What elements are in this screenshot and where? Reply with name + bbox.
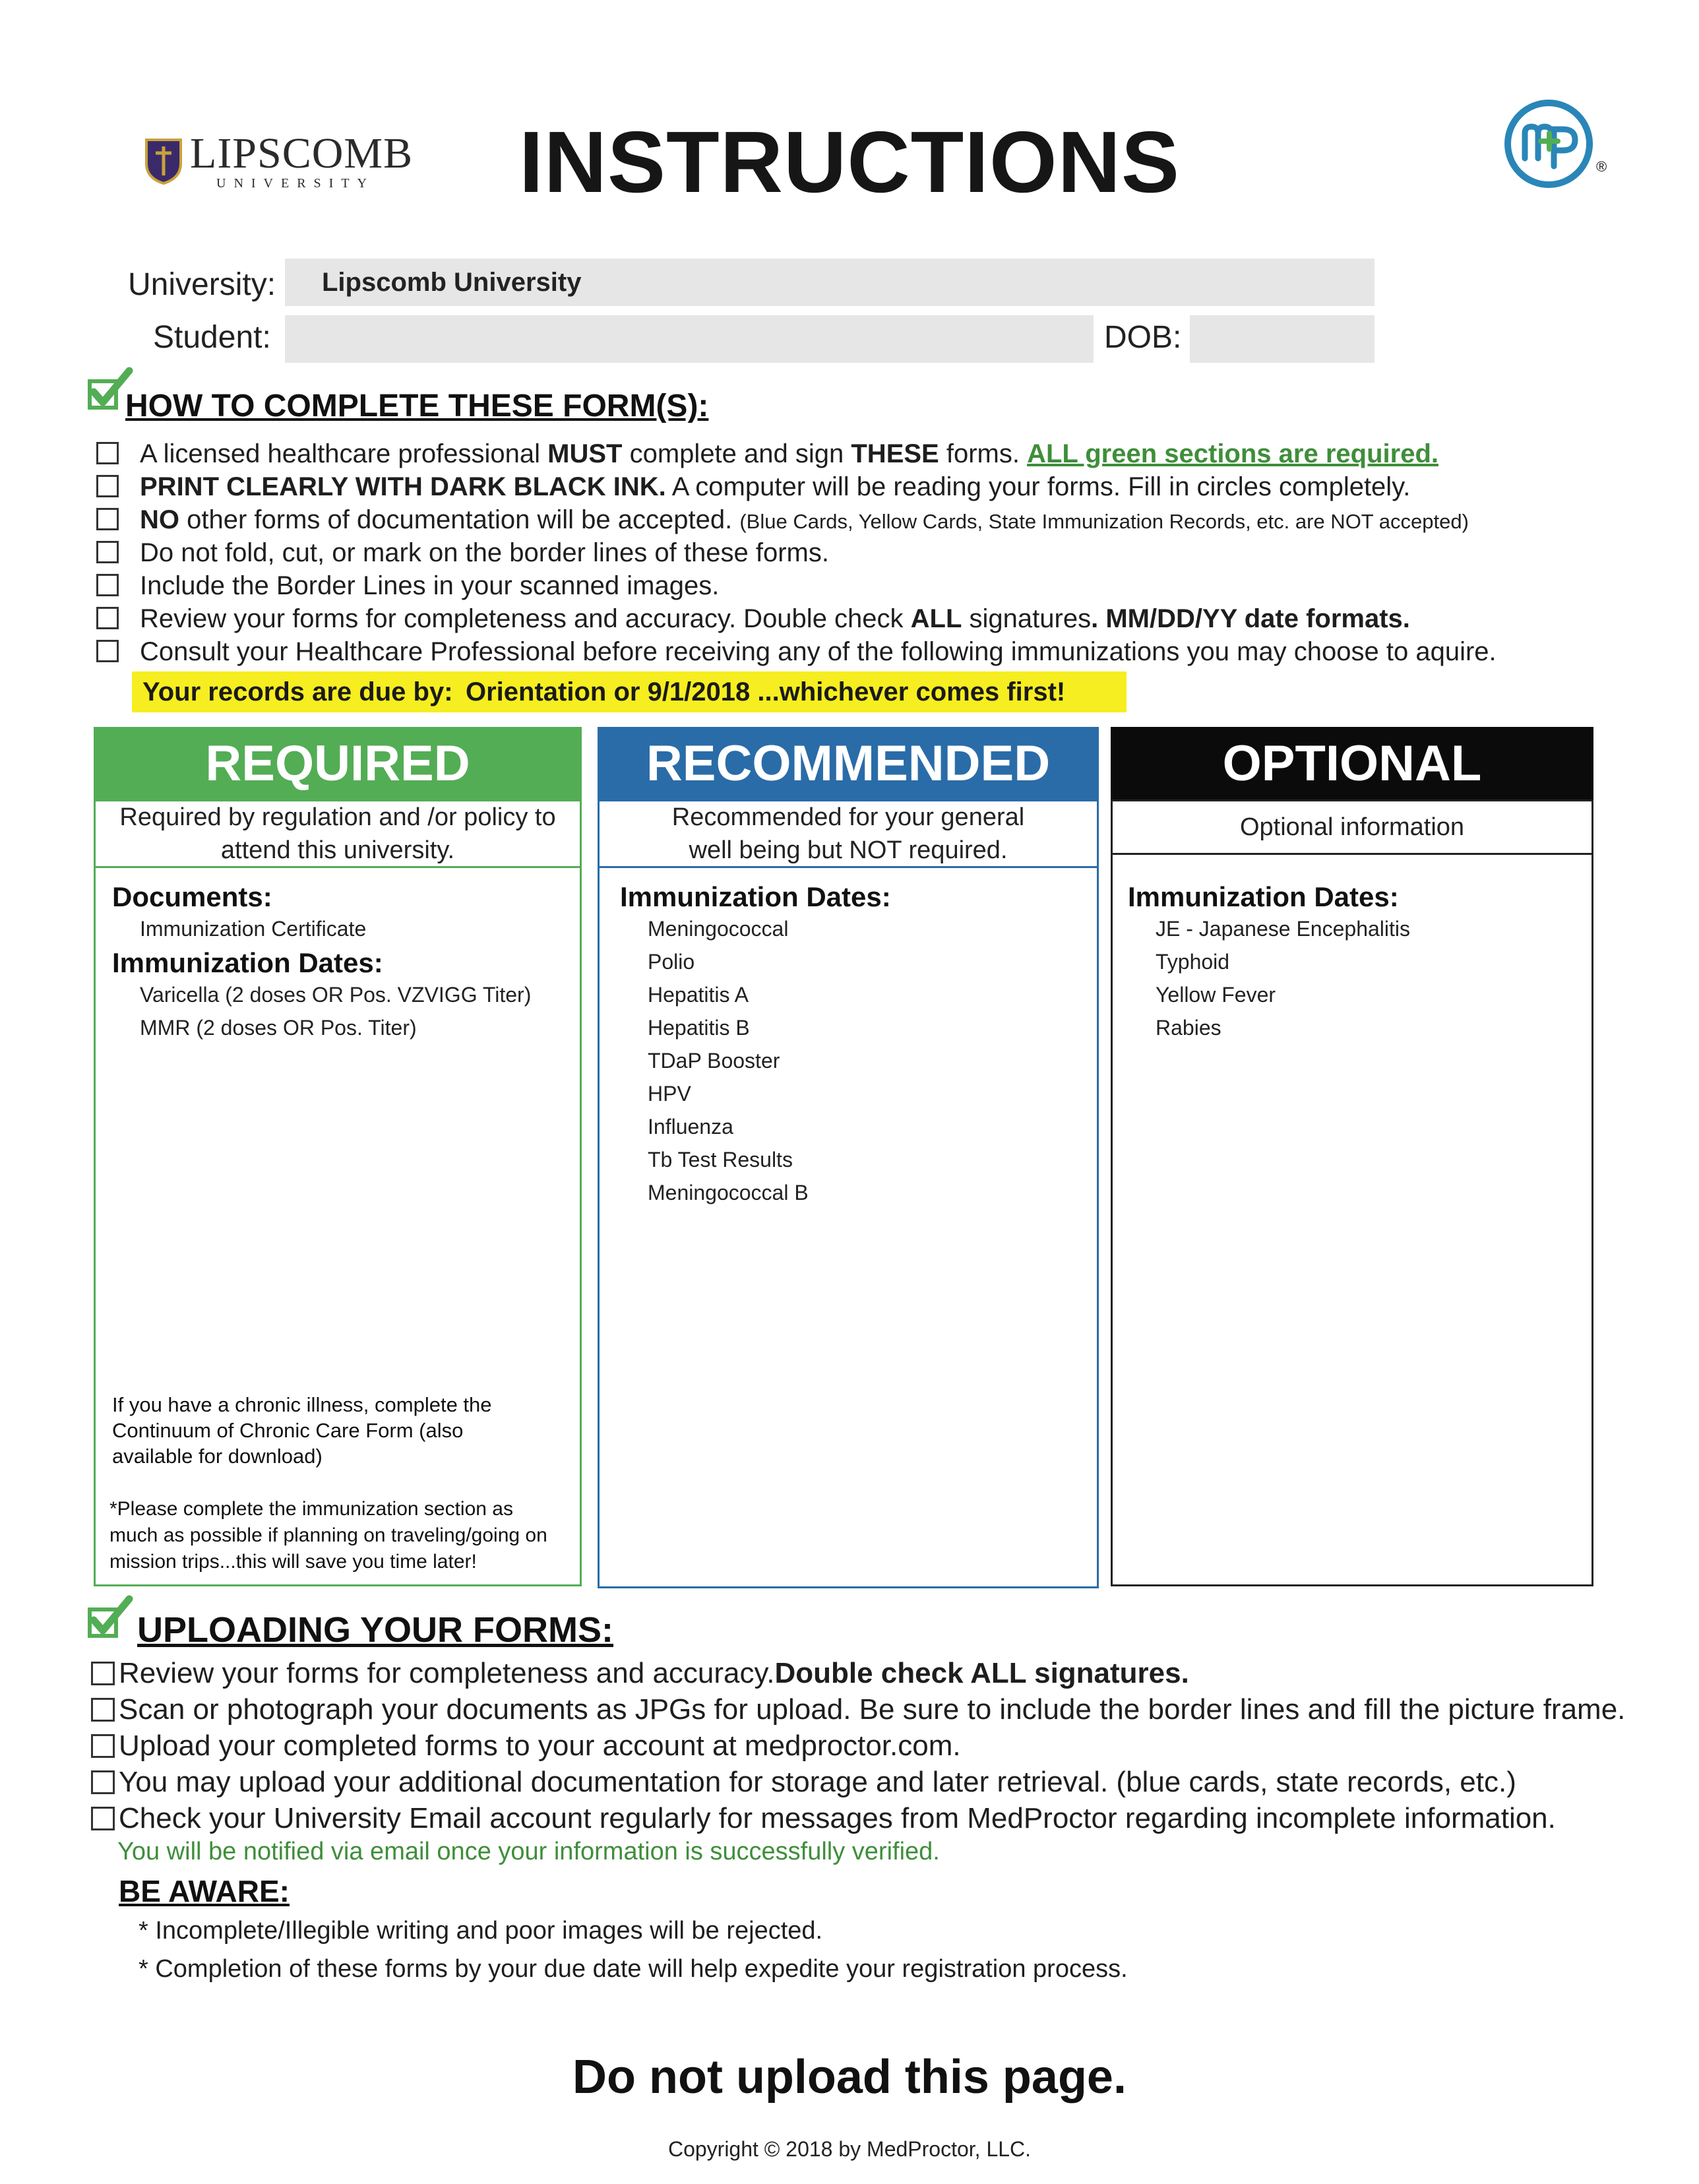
optional-immunization-item: Yellow Fever <box>1156 983 1276 1007</box>
recommended-immunization-item: Tb Test Results <box>648 1148 793 1171</box>
instruction-3 <box>140 505 1469 535</box>
optional-immunization-item: JE - Japanese Encephalitis <box>1156 917 1410 941</box>
due-date-value: Orientation or 9/1/2018 ...whichever comes first! <box>466 677 1066 706</box>
green-checkmark-icon <box>87 1595 133 1641</box>
upload-item-text: Review your forms for completeness and accuracy. <box>119 1657 775 1689</box>
required-header: REQUIRED <box>94 727 582 799</box>
upload-item-5 <box>91 1802 1556 1835</box>
recommended-subtitle-line-1: Recommended for your general <box>671 803 1025 831</box>
upload-checkbox[interactable] <box>91 1734 115 1758</box>
recommended-immunization-item: Polio <box>648 950 695 974</box>
optional-immunizations-title: Immunization Dates: <box>1128 881 1399 912</box>
student-field[interactable] <box>285 315 1094 363</box>
upload-item-text: Check your University Email account regularly for messages from MedProctor regarding incomplete information. <box>119 1802 1556 1834</box>
be-aware-item: * Incomplete/Illegible writing and poor images will be rejected. <box>139 1917 823 1945</box>
instruction-checkbox-1[interactable] <box>96 442 119 464</box>
optional-subtitle: Optional information <box>1111 799 1593 855</box>
instruction-1-text-mid: complete and sign <box>622 439 851 468</box>
do-not-upload-notice: Do not upload this page. <box>572 2051 1127 2104</box>
instruction-1-text-post: forms. <box>939 439 1028 468</box>
recommended-immunization-item: Influenza <box>648 1115 733 1139</box>
recommended-subtitle-line-2: well being but NOT required. <box>689 836 1008 864</box>
instruction-2-bold: PRINT CLEARLY WITH DARK BLACK INK. <box>140 472 666 501</box>
be-aware-item: * Completion of these forms by your due date will help expedite your registration process. <box>139 1955 1128 1983</box>
instruction-3-bold: NO <box>140 505 179 534</box>
travel-note <box>109 1496 547 1575</box>
instruction-3-small-note: (Blue Cards, Yellow Cards, State Immunization Records, etc. are NOT accepted) <box>739 510 1469 533</box>
lipscomb-wordmark-subtext: UNIVERSITY <box>216 176 375 191</box>
upload-item-text: You may upload your additional documentation for storage and later retrieval. (blue cards, state records, etc.) <box>119 1766 1516 1798</box>
instruction-6-bold-all: ALL <box>910 604 962 633</box>
recommended-immunizations-title: Immunization Dates: <box>620 881 891 912</box>
university-field[interactable]: Lipscomb University <box>285 259 1375 306</box>
required-immunization-item: MMR (2 doses OR Pos. Titer) <box>140 1016 417 1040</box>
optional-immunization-item: Typhoid <box>1156 950 1230 974</box>
instruction-checkbox-7[interactable] <box>96 640 119 662</box>
instruction-7: Consult your Healthcare Professional before receiving any of the following immunizations you may choose to aquire. <box>140 637 1497 666</box>
chronic-note-line-1: If you have a chronic illness, complete the <box>112 1393 492 1416</box>
upload-item-text: Upload your completed forms to your account at medproctor.com. <box>119 1730 961 1762</box>
required-immunizations-title: Immunization Dates: <box>112 947 383 978</box>
recommended-immunization-item: Hepatitis B <box>648 1016 750 1040</box>
recommended-immunization-item: HPV <box>648 1082 691 1106</box>
upload-item-bold: Double check ALL signatures. <box>774 1657 1189 1689</box>
instruction-checkbox-6[interactable] <box>96 607 119 629</box>
be-aware-heading: BE AWARE: <box>119 1874 290 1908</box>
required-documents-title: Documents: <box>112 881 272 912</box>
chronic-note-line-3: available for download) <box>112 1445 323 1468</box>
instruction-6-text-mid: signatures <box>962 604 1092 633</box>
instruction-6-bold-date-format: . MM/DD/YY date formats. <box>1091 604 1410 633</box>
verified-note: You will be notified via email once your information is successfully verified. <box>117 1838 940 1865</box>
instruction-1-bold-must: MUST <box>547 439 623 468</box>
upload-checkbox[interactable] <box>91 1807 115 1830</box>
required-subtitle-line-1: Required by regulation and /or policy to <box>119 803 556 831</box>
instruction-5: Include the Border Lines in your scanned images. <box>140 571 720 600</box>
travel-note-line-1: *Please complete the immunization section as <box>109 1498 513 1520</box>
student-label: Student: <box>153 320 271 355</box>
instruction-1-green-note: ALL green sections are required. <box>1027 439 1438 468</box>
instruction-3-text: other forms of documentation will be accepted. <box>179 505 740 534</box>
upload-checkbox[interactable] <box>91 1662 115 1685</box>
instruction-6 <box>140 604 1410 634</box>
upload-item-3 <box>91 1730 961 1763</box>
uploading-heading: UPLOADING YOUR FORMS: <box>137 1610 614 1650</box>
upload-item-1 <box>91 1657 1189 1690</box>
chronic-note-line-2: Continuum of Chronic Care Form (also <box>112 1419 464 1442</box>
travel-note-line-2: much as possible if planning on traveling/going on <box>109 1524 547 1546</box>
due-date-label: Your records are due by: <box>142 677 453 706</box>
recommended-immunization-item: Meningococcal <box>648 917 789 941</box>
dob-label: DOB: <box>1104 320 1182 355</box>
instruction-checkbox-2[interactable] <box>96 475 119 497</box>
recommended-immunization-item: Hepatitis A <box>648 983 749 1007</box>
dob-field[interactable] <box>1190 315 1375 363</box>
upload-checkbox[interactable] <box>91 1770 115 1794</box>
instruction-checkbox-4[interactable] <box>96 541 119 563</box>
optional-immunization-item: Rabies <box>1156 1016 1221 1040</box>
required-subtitle <box>94 799 582 868</box>
instruction-checkbox-3[interactable] <box>96 508 119 530</box>
travel-note-line-3: mission trips...this will save you time later! <box>109 1551 477 1573</box>
recommended-immunization-item: TDaP Booster <box>648 1049 780 1073</box>
instruction-checkbox-5[interactable] <box>96 574 119 596</box>
instruction-1-bold-these: THESE <box>851 439 939 468</box>
upload-item-text: Scan or photograph your documents as JPGs for upload. Be sure to include the border lines and fill the picture frame. <box>119 1693 1626 1726</box>
recommended-subtitle <box>598 799 1099 868</box>
upload-item-4 <box>91 1766 1516 1799</box>
upload-checkbox[interactable] <box>91 1698 115 1722</box>
university-label: University: <box>128 267 276 302</box>
required-subtitle-line-2: attend this university. <box>220 836 455 864</box>
instruction-4: Do not fold, cut, or mark on the border lines of these forms. <box>140 538 829 567</box>
medproctor-logo-icon <box>1502 98 1595 190</box>
lipscomb-wordmark-text: LIPSCOMB <box>190 129 414 177</box>
recommended-header: RECOMMENDED <box>598 727 1099 799</box>
instruction-6-text: Review your forms for completeness and accuracy. Double check <box>140 604 911 633</box>
how-to-heading: HOW TO COMPLETE THESE FORM(S): <box>125 389 709 423</box>
required-immunization-item: Varicella (2 doses OR Pos. VZVIGG Titer) <box>140 983 532 1007</box>
recommended-immunization-item: Meningococcal B <box>648 1181 809 1204</box>
instruction-1-text: A licensed healthcare professional <box>140 439 548 468</box>
registered-mark: ® <box>1596 158 1607 175</box>
chronic-illness-note <box>112 1392 492 1469</box>
page-title: INSTRUCTIONS <box>519 113 1180 210</box>
due-date-bar <box>132 671 1127 712</box>
optional-header: OPTIONAL <box>1111 727 1593 799</box>
required-document-item: Immunization Certificate <box>140 917 367 941</box>
instruction-2 <box>140 472 1410 502</box>
instruction-1 <box>140 439 1438 469</box>
recommended-column-body <box>598 866 1099 1588</box>
copyright: Copyright © 2018 by MedProctor, LLC. <box>667 2137 1032 2161</box>
upload-item-2 <box>91 1693 1625 1726</box>
instruction-2-text: A computer will be reading your forms. Fill in circles completely. <box>665 472 1411 501</box>
